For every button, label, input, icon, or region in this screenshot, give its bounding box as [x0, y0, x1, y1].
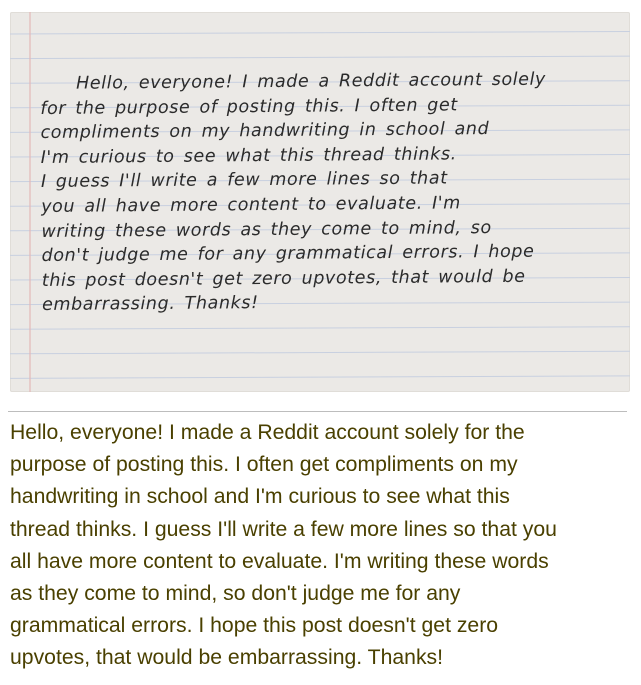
transcript-line: purpose of posting this. I often get compliments on my: [10, 453, 518, 477]
ruled-line: [10, 56, 630, 59]
handwriting-line: I guess I'll write a few more lines so that: [40, 168, 448, 193]
handwriting-line: writing these words as they come to mind, so: [41, 217, 492, 242]
ruled-line: [10, 376, 630, 379]
transcript-line: thread thinks. I guess I'll write a few more lines so that you: [10, 517, 557, 541]
handwriting-line: Hello, everyone! I made a Reddit account solely: [76, 69, 547, 94]
handwriting-line: embarrassing. Thanks!: [41, 293, 259, 316]
ruled-line: [10, 351, 630, 354]
handwriting-line: I'm curious to see what this thread thinks.: [40, 144, 457, 168]
handwriting-line: this post doesn't get zero upvotes, that would be: [41, 266, 526, 291]
transcript-line: all have more content to evaluate. I'm writing these words: [10, 549, 549, 573]
handwriting-line: don't judge me for any grammatical errors. I hope: [41, 241, 535, 267]
handwritten-note: [40, 67, 602, 318]
handwriting-line: compliments on my handwriting in school and: [40, 119, 490, 144]
handwriting-photo: [10, 12, 630, 392]
transcript-line: upvotes, that would be embarrassing. Thanks!: [10, 646, 444, 670]
ruled-line: [10, 327, 630, 330]
transcript-line: grammatical errors. I hope this post doesn't get zero: [10, 614, 499, 638]
transcript-line: as they come to mind, so don't judge me for any: [10, 582, 461, 606]
handwriting-line: you all have more content to evaluate. I'm: [41, 193, 461, 217]
transcript-text: [10, 417, 635, 675]
ruled-line: [10, 32, 630, 35]
transcript-line: handwriting in school and I'm curious to see what this: [10, 485, 510, 509]
handwriting-line: for the purpose of posting this. I often get: [40, 94, 458, 119]
transcript-line: Hello, everyone! I made a Reddit account solely for the: [10, 421, 525, 444]
section-divider: [8, 411, 627, 412]
